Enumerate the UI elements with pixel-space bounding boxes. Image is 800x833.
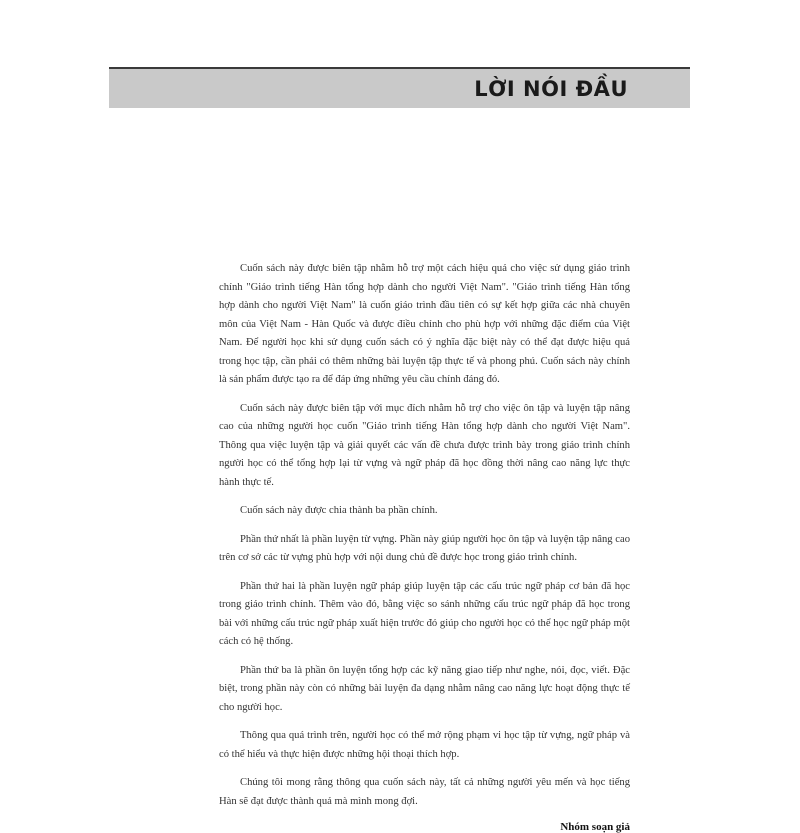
paragraph-4: Phần thứ nhất là phần luyện từ vựng. Phần này giúp người học ôn tập và luyện tập nâng cao trên cơ sở các từ vựng phù hợp với nội dung chủ đề được học trong giáo trình chính. [219, 533, 630, 563]
paragraph-8: Chúng tôi mong rằng thông qua cuốn sách này, tất cả những người yêu mến và học tiếng Hàn sẽ đạt được thành quả mà mình mong đợi. [219, 777, 630, 807]
paragraph-3: Cuốn sách này được chia thành ba phần chính. [240, 505, 438, 516]
signature: Nhóm soạn giả [560, 821, 630, 833]
header-band [109, 67, 690, 108]
paragraph-1: Cuốn sách này được biên tập nhằm hỗ trợ một cách hiệu quả cho việc sử dụng giáo trình chính "Giáo trình tiếng Hàn tổng hợp dành cho người Việt Nam". "Giáo trình tiếng Hàn tổng hợp dành cho người Việt Nam" là cuốn giáo trình đầu tiên có sự kết hợp giữa các nhà chuyên môn của Việt Nam - Hàn Quốc và được điều chỉnh cho phù hợp với những đặc điểm của Việt Nam. Để người học khi sử dụng cuốn sách có ý nghĩa đặc biệt này có thể đạt được hiệu quả trong học tập, cần phải có thêm những bài luyện tập thực tế và phong phú. Cuốn sách này chính là sản phẩm được tạo ra để đáp ứng những yêu cầu chính đáng đó. [219, 263, 630, 385]
preface-body [219, 260, 630, 833]
page-title: LỜI NÓI ĐẦU [474, 77, 628, 101]
paragraph-2: Cuốn sách này được biên tập với mục đích nhằm hỗ trợ cho việc ôn tập và luyện tập nâng cao của những người học cuốn "Giáo trình tiếng Hàn tổng hợp dành cho người Việt Nam". Thông qua việc luyện tập và giải quyết các vấn đề chưa được trình bày trong giáo trình chính người học có thể tổng hợp lại từ vựng và ngữ pháp đã học đồng thời nâng cao năng lực thực hành thực tế. [219, 402, 630, 488]
paragraph-7: Thông qua quá trình trên, người học có thể mở rộng phạm vi học tập từ vựng, ngữ pháp và có thể hiểu và thực hiện được những hội thoại thích hợp. [219, 730, 630, 760]
paragraph-6: Phần thứ ba là phần ôn luyện tổng hợp các kỹ năng giao tiếp như nghe, nói, đọc, viết. Đặc biệt, trong phần này còn có những bài luyện đa dạng nhằm nâng cao năng lực hoạt động thực tế cho người học. [219, 664, 630, 713]
paragraph-5: Phần thứ hai là phần luyện ngữ pháp giúp luyện tập các cấu trúc ngữ pháp cơ bản đã học trong giáo trình chính. Thêm vào đó, bằng việc so sánh những cấu trúc ngữ pháp đã học trong bài với những cấu trúc ngữ pháp xuất hiện trước đó giúp cho người học có thể học ngữ pháp một cách có hệ thống. [219, 580, 630, 647]
